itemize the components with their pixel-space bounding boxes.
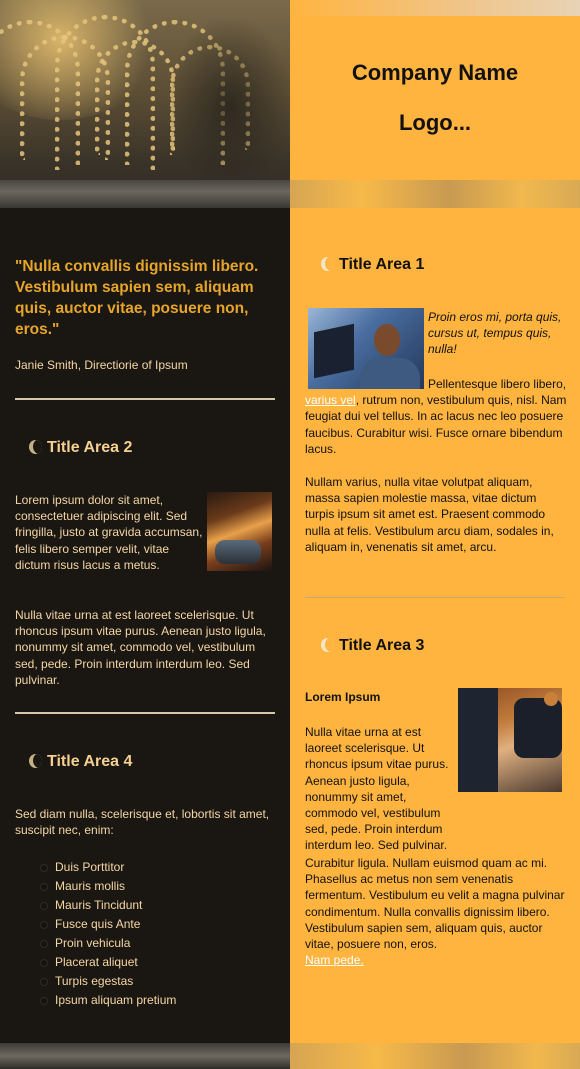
varius-vel-link[interactable]: varius vel xyxy=(305,393,356,408)
section-1-para-1: Pellentesque libero libero, varius vel, rutrum non, vestibulum quis, nisl. Nam feugiat dui vel tellus. In ac lacus nec leo posuere faucibus. Curabitur wisi. Fusce ornare bibendum lacus. xyxy=(305,377,567,456)
moon-icon xyxy=(321,257,334,271)
list-item: Placerat aliquet xyxy=(55,953,176,972)
list-item: Fusce quis Ante xyxy=(55,915,176,934)
section-3-subtitle: Lorem Ipsum xyxy=(305,690,381,704)
section-title-2: Title Area 2 xyxy=(47,439,132,457)
section-3-para-2: Curabitur ligula. Nullam euismod quam ac mi. Phasellus ac metus non sem venenatis fermentum. Vestibulum eu velit a magna pulvinar condimentum. Nulla convallis dignissim libero. Vestibulum sapien sem, aliquam quis, auctor vitae, posuere non, eros. Nam pede. xyxy=(305,856,565,968)
footer-right xyxy=(290,1043,580,1069)
company-name: Company Name xyxy=(351,60,519,85)
moon-icon xyxy=(321,638,334,652)
section-2-para-1: Lorem ipsum dolor sit amet, consectetuer adipiscing elit. Sed fringilla, justo at gravida accumsan, felis libero semper velit, vitae dictum risus lacus a metus. xyxy=(15,493,203,572)
header xyxy=(0,0,580,208)
section-2-para-2: Nulla vitae urna at est laoreet scelerisque. Ut rhoncus ipsum vitae purus. Aenean justo ligula, nonummy sit amet, commodo vel, vestibulum sed, pede. Proin interdum interdum leo. Sed pulvinar. xyxy=(15,608,266,687)
section-1-intro: Proin eros mi, porta quis, cursus ut, tempus quis, nulla! xyxy=(428,310,562,357)
list-item: Duis Porttitor xyxy=(55,858,176,877)
section-3-para-1: Nulla vitae urna at est laoreet scelerisque. Ut rhoncus ipsum vitae purus. Aenean justo ligula, nonummy sit amet, commodo vel, vestibulum sed, pede. Proin interdum interdum leo. Sed pulvinar. xyxy=(305,725,449,853)
right-column xyxy=(290,208,580,1043)
canyon-image xyxy=(207,492,272,571)
divider xyxy=(15,712,275,714)
logo-panel xyxy=(290,0,580,208)
pull-quote: "Nulla convallis dignissim libero. Vestibulum sapien sem, aliquam quis, auctor vitae, posuere non, eros." xyxy=(15,258,259,338)
section-4-intro: Sed diam nulla, scelerisque et, lobortis sit amet, suscipit nec, enim: xyxy=(15,807,270,838)
divider xyxy=(305,597,565,598)
section-1-para-2: Nullam varius, nulla vitae volutpat aliquam, massa sapien molestie massa, vitae dictum turpis ipsum sit amet est. Praesent commodo nulla at felis. Vestibulum arcu diam, sodales in, aliquam in, venenatis sit amet, arcu. xyxy=(305,475,554,554)
divider xyxy=(15,398,275,400)
moon-icon xyxy=(29,440,42,454)
handshake-image xyxy=(458,688,562,792)
list-item: Turpis egestas xyxy=(55,972,176,991)
list-item: Ipsum aliquam pretium xyxy=(55,991,176,1010)
quote-author: Janie Smith, Directiorie of Ipsum xyxy=(15,358,188,372)
moon-icon xyxy=(29,754,42,768)
section-title-3: Title Area 3 xyxy=(339,637,424,655)
logo: Logo... xyxy=(398,110,472,135)
list-item: Mauris mollis xyxy=(55,877,176,896)
list-item: Mauris Tincidunt xyxy=(55,896,176,915)
footer-left xyxy=(0,1043,290,1069)
section-title-1: Title Area 1 xyxy=(339,256,424,274)
nam-pede-link[interactable]: Nam pede. xyxy=(305,953,364,968)
header-hero-image xyxy=(0,0,290,208)
left-column xyxy=(0,208,290,1043)
list-item: Proin vehicula xyxy=(55,934,176,953)
section-4-list xyxy=(55,858,176,1010)
section-title-4: Title Area 4 xyxy=(47,753,132,771)
